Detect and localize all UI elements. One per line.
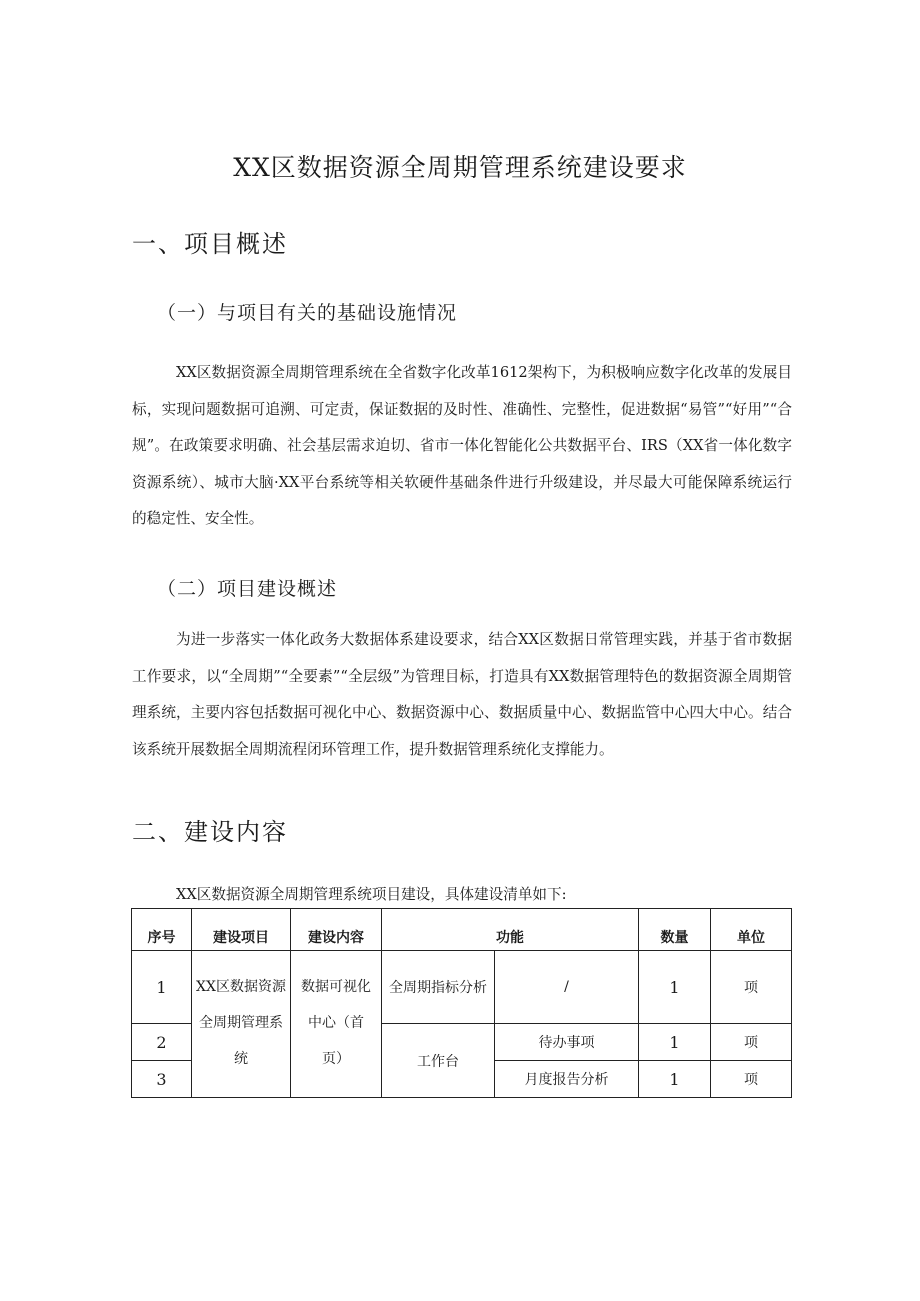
project-name-line: 统 xyxy=(234,1051,248,1067)
table-row xyxy=(132,951,792,1024)
row1-qty: 1 xyxy=(639,951,711,1024)
row3-unit: 项 xyxy=(711,1061,792,1098)
subsection1-paragraph: XX区数据资源全周期管理系统在全省数字化改革1612架构下，为积极响应数字化改革的发展目标，实现问题数据可追溯、可定责，保证数据的及时性、准确性、完整性，促进数据“易管”“好用”“合规”。在政策要求明确、社会基层需求迫切、省市一体化智能化公共数据平台、IRS（XX省一体化数字资源系统）、城市大脑·XX平台系统等相关软硬件基础条件进行升级建设，并尽最大可能保障系统运行的稳定性、安全性。 xyxy=(132,364,792,527)
header-function: 功能 xyxy=(382,909,639,951)
section1-heading: 一、项目概述 xyxy=(132,230,288,258)
row2-seq: 2 xyxy=(132,1024,192,1061)
document-title: XX区数据资源全周期管理系统建设要求 xyxy=(233,153,687,182)
subsection2-paragraph: 为进一步落实一体化政务大数据体系建设要求，结合XX区数据日常管理实践，并基于省市数据工作要求，以“全周期”“全要素”“全层级”为管理目标，打造具有XX数据管理特色的数据资源全周期管理系统，主要内容包括数据可视化中心、数据资源中心、数据质量中心、数据监管中心四大中心。结合该系统开展数据全周期流程闭环管理工作，提升数据管理系统化支撑能力。 xyxy=(132,631,792,758)
project-name-line: 全周期管理系 xyxy=(199,1015,283,1031)
header-content: 建设内容 xyxy=(291,909,382,951)
section2-heading: 二、建设内容 xyxy=(132,818,288,846)
row3-qty: 1 xyxy=(639,1061,711,1098)
row1-func2: / xyxy=(495,951,639,1024)
project-name-line: XX区数据资源 xyxy=(196,979,286,995)
content-cell xyxy=(291,951,382,1098)
content-line: 数据可视化 xyxy=(301,979,371,995)
row3-func2: 月度报告分析 xyxy=(495,1061,639,1098)
row2-qty: 1 xyxy=(639,1024,711,1061)
row2-unit: 项 xyxy=(711,1024,792,1061)
header-unit: 单位 xyxy=(711,909,792,951)
table-intro: XX区数据资源全周期管理系统项目建设，具体建设清单如下: xyxy=(176,886,567,903)
workbench-cell: 工作台 xyxy=(382,1024,495,1098)
subsection2-heading: （二）项目建设概述 xyxy=(157,578,338,600)
subsection1-heading: （一）与项目有关的基础设施情况 xyxy=(157,302,458,324)
content-line: 中心（首 xyxy=(308,1015,364,1031)
header-project: 建设项目 xyxy=(192,909,291,951)
header-qty: 数量 xyxy=(639,909,711,951)
row3-seq: 3 xyxy=(132,1061,192,1098)
row2-func2: 待办事项 xyxy=(495,1024,639,1061)
content-line: 页） xyxy=(322,1051,350,1067)
table-header-row xyxy=(132,909,792,951)
project-name-cell xyxy=(192,951,291,1098)
row1-seq: 1 xyxy=(132,951,192,1024)
construction-list-table xyxy=(131,908,792,1098)
header-seq: 序号 xyxy=(132,909,192,951)
row1-func1: 全周期指标分析 xyxy=(382,951,495,1024)
row1-unit: 项 xyxy=(711,951,792,1024)
